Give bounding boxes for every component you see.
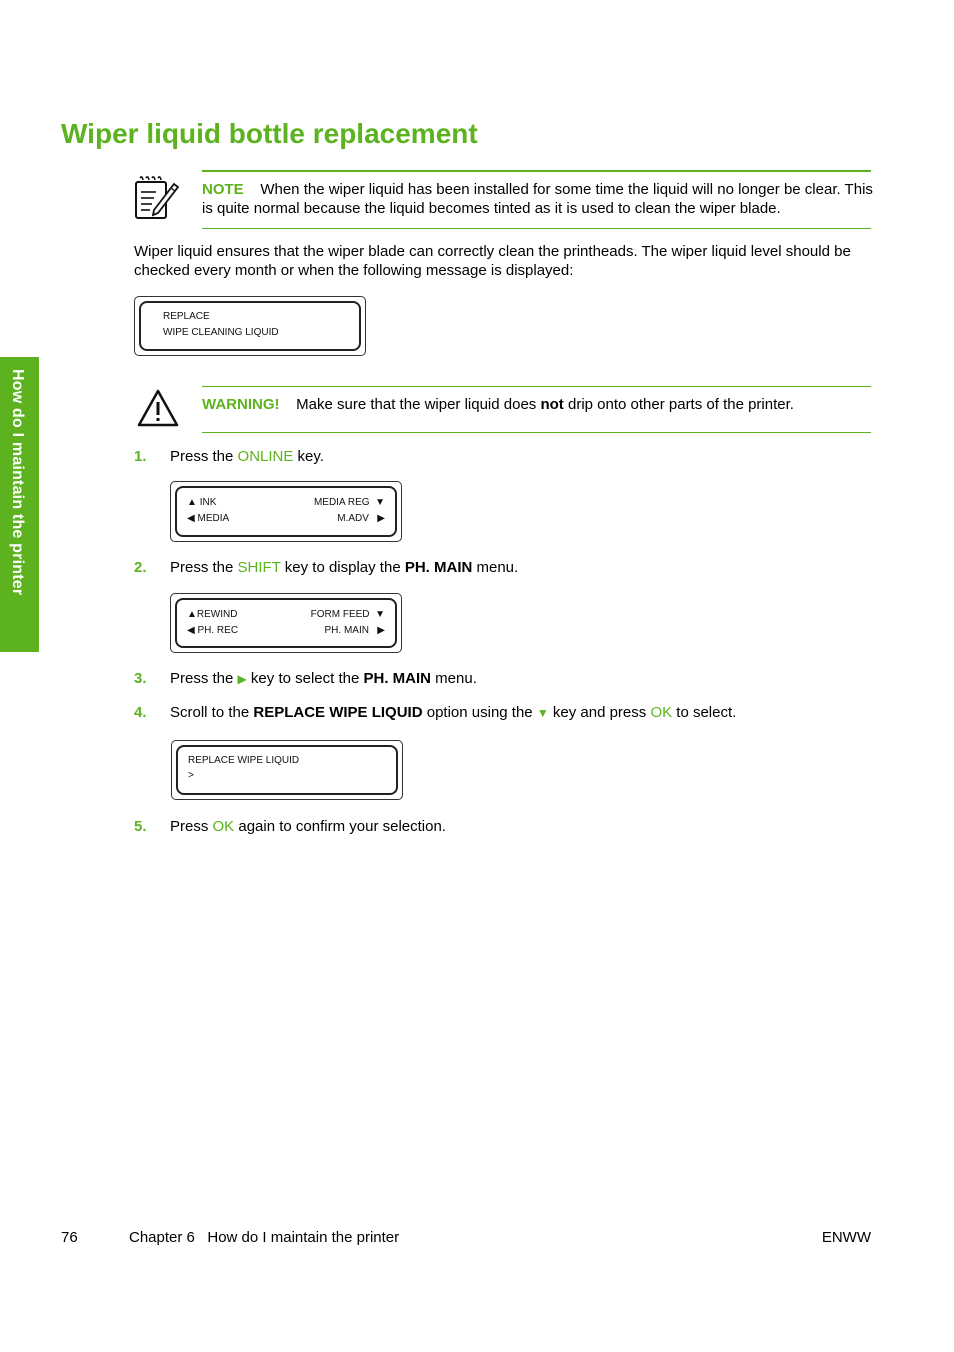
step-4-post: to select. [672,704,737,721]
side-tab-label: How do I maintain the printer [9,369,26,596]
step-1-post: key. [293,448,324,465]
ok-key-label: OK [212,818,235,835]
note-body [202,180,874,218]
shift-key-label: SHIFT [237,559,281,576]
lcd-display-replace-wipe-cleaning [134,296,366,356]
step-4-mid: option using the [422,704,537,721]
lcd-frame [175,598,397,648]
lcd-frame [176,745,398,795]
step-5-pre: Press [170,818,213,835]
lcd-bottom-right [325,625,386,636]
step-2-number: 2. [134,559,147,576]
ok-key-label: OK [650,704,673,721]
step-5-number: 5. [134,818,147,835]
step-2-pre: Press the [170,559,238,576]
lcd-ph-main-label: PH. MAIN [324,625,369,636]
lcd-ink-label: INK [199,497,217,508]
intro-paragraph: Wiper liquid ensures that the wiper blade can correctly clean the printheads. The wiper liquid level should be checked every month or when the following message is displayed: [134,243,851,279]
step-3-text [170,670,477,687]
step-3-post: menu. [431,670,477,687]
up-arrow-icon: ▲ [187,609,197,620]
lcd-frame [175,486,397,537]
step-2-bold: PH. MAIN [404,559,473,576]
step-3-number: 3. [134,670,147,687]
warning-body [202,395,874,414]
step-4-text [170,704,736,721]
note-top-rule [202,170,871,172]
warning-top-rule [202,386,871,387]
lcd-display-replace-wipe-liquid [171,740,403,800]
page-title: Wiper liquid bottle replacement [61,118,478,149]
lcd-line-1: REPLACE WIPE LIQUID [188,755,300,766]
lcd-media-reg-label: MEDIA REG [313,497,370,508]
lcd-madv-label: M.ADV [337,513,369,524]
lcd-form-feed-label: FORM FEED [310,609,370,620]
lcd-line-2: WIPE CLEANING LIQUID [163,327,279,338]
lcd-top-right [314,497,385,508]
left-arrow-icon: ◀ [187,625,195,636]
step-4-mid2: key and press [548,704,651,721]
warning-label: WARNING! [202,396,280,413]
lcd-display-shift-menu [170,593,402,653]
warning-text-bold: not [540,396,564,413]
online-key-label: ONLINE [237,448,294,465]
lcd-display-online-menu [170,481,402,542]
footer-chapter: Chapter 6 How do I maintain the printer [129,1229,400,1246]
lcd-line-2: > [188,770,194,781]
lcd-media-label: MEDIA [197,513,230,524]
right-triangle-key-icon: ▶ [237,672,247,686]
lcd-bottom-left [187,625,238,636]
lcd-line-1: REPLACE [163,311,210,322]
lcd-bottom-left [187,513,229,524]
down-arrow-icon: ▼ [375,497,385,508]
footer-right: ENWW [821,1229,871,1246]
lcd-top-left [187,609,237,620]
note-text: When the wiper liquid has been installed for some time the liquid will no longer be clear. This is quite normal because the liquid becomes tinted as it is used to clean the wiper blade. [202,181,873,217]
left-arrow-icon: ◀ [187,513,195,524]
step-3-bold: PH. MAIN [363,670,431,687]
warning-icon [136,388,180,428]
down-arrow-icon: ▼ [375,609,385,620]
lcd-top-left [187,497,216,508]
step-5-text [170,818,446,835]
step-2-mid: key to display the [280,559,405,576]
lcd-frame [139,301,361,351]
note-label: NOTE [202,181,244,198]
warning-text-before: Make sure that the wiper liquid does [296,396,541,413]
step-1-pre: Press the [170,448,238,465]
step-1-number: 1. [134,448,147,465]
step-4-pre: Scroll to the [170,704,254,721]
step-1-text [170,448,324,465]
step-4-bold: REPLACE WIPE LIQUID [253,704,423,721]
lcd-top-right [311,609,385,620]
right-arrow-icon: ▶ [377,513,385,524]
page-number: 76 [61,1229,78,1246]
lcd-bottom-right [337,513,385,524]
lcd-ph-rec-label: PH. REC [197,625,239,636]
step-5-post: again to confirm your selection. [234,818,446,835]
step-2-post: menu. [472,559,519,576]
step-2-text [170,559,518,576]
step-4-number: 4. [134,704,147,721]
lcd-rewind-label: REWIND [196,609,238,620]
warning-text-after: drip onto other parts of the printer. [563,396,794,413]
note-bottom-rule [202,228,871,229]
up-arrow-icon: ▲ [187,497,197,508]
note-icon [134,174,180,220]
chapter-side-tab [0,357,39,652]
step-3-pre: Press the [170,670,238,687]
down-triangle-key-icon: ▼ [536,706,549,720]
right-arrow-icon: ▶ [377,625,385,636]
warning-bottom-rule [202,432,871,433]
step-3-mid: key to select the [246,670,364,687]
